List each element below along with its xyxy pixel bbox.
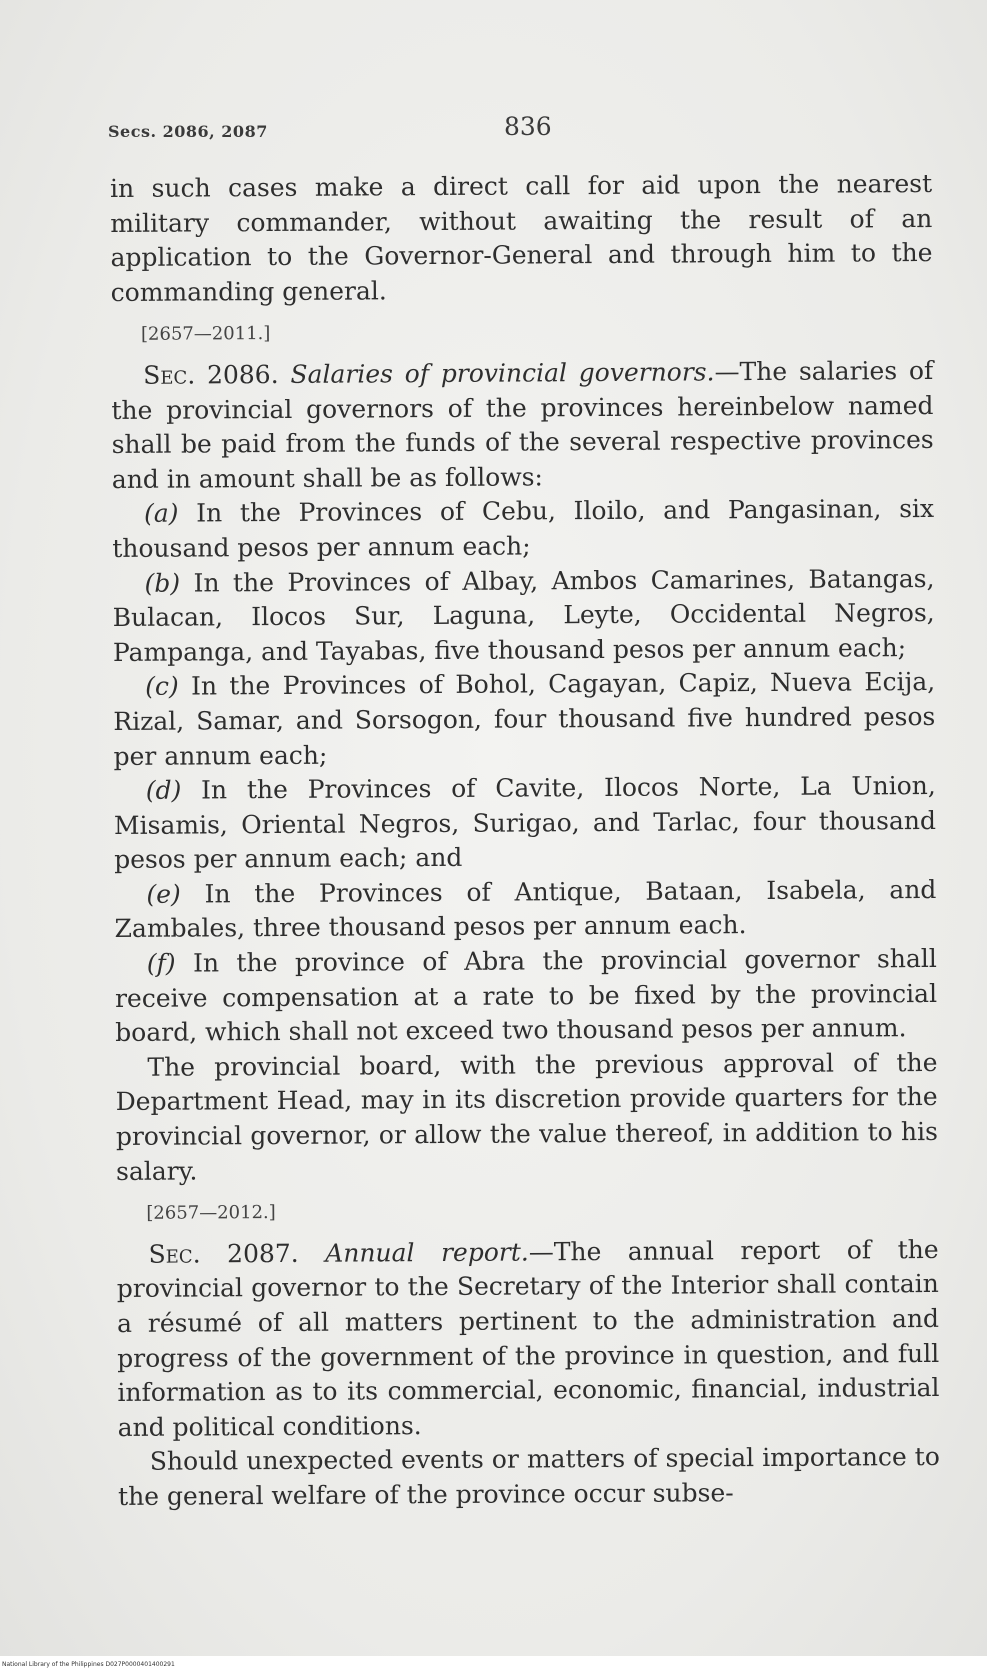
item-marker: (e) — [146, 879, 181, 909]
item-marker: (f) — [146, 948, 176, 978]
item-marker: (c) — [145, 671, 179, 702]
item-marker: (d) — [145, 775, 182, 805]
scan-footer — [0, 1656, 987, 1670]
item-text: In the Provinces of Cavite, Ilocos Norte, La Union, Misamis, Oriental Negros, Surigao, and Tarlac, four thousand pesos per annum each; and — [113, 771, 937, 875]
source-citation: [2657—2012.] — [146, 1202, 276, 1225]
list-item — [115, 942, 938, 1051]
item-text: In the Provinces of Antique, Bataan, Isabela, and Zambales, three thousand pesos per annum each. — [114, 874, 937, 944]
list-item — [114, 873, 936, 947]
section-label: Sec. 2087. — [148, 1238, 299, 1269]
scan-credit: National Library of the Philippines D027P0000401400291 — [2, 1661, 175, 1668]
section-2086 — [111, 354, 934, 497]
item-marker: (b) — [144, 568, 181, 598]
list-item — [112, 562, 935, 671]
section-text: —The salaries of the provincial governors of the provinces hereinbelow named shall be paid from the funds of the several respective provinces and in amount shall be as follows: — [111, 355, 934, 494]
quarters-paragraph: The provincial board, with the previous approval of the Department Head, may in its discretion provide quarters for the provincial governor, or allow the value thereof, in addition to his salary. — [115, 1047, 938, 1186]
continued-paragraph: in such cases make a direct call for aid upon the nearest military commander, without awaiting the result of an application to the Governor-General and through him to the commanding general. — [110, 168, 933, 307]
source-citation: [2657—2011.] — [140, 323, 271, 346]
section-caption: Salaries of provincial governors. — [290, 357, 715, 389]
item-text: In the Provinces of Bohol, Cagayan, Capiz, Nueva Ecija, Rizal, Samar, and Sorsogon, four thousand five hundred pesos per annum each; — [113, 667, 936, 771]
section-label: Sec. 2086. — [143, 359, 279, 390]
section-caption: Annual report. — [325, 1237, 529, 1268]
list-item — [112, 492, 934, 566]
item-text: In the Provinces of Cebu, Iloilo, and Pangasinan, six thousand pesos per annum each; — [112, 494, 935, 563]
item-marker: (a) — [143, 498, 179, 529]
running-head: Secs. 2086, 2087 — [108, 122, 268, 141]
final-paragraph: Should unexpected events or matters of special importance to the general welfare of the province occur subse- — [118, 1442, 940, 1511]
item-text: In the Provinces of Albay, Ambos Camarines, Batangas, Bulacan, Ilocos Sur, Laguna, Leyte, Occidental Negros, Pampanga, and Tayabas, five thousand pesos per annum each; — [112, 563, 935, 667]
page-header — [108, 112, 928, 152]
section-text: —The annual report of the provincial governor to the Secretary of the Interior shall contain a résumé of all matters pertinent to the administration and progress of the government of the province in question, and full information as to its commercial, economic, financial, industrial and political conditions. — [116, 1234, 940, 1442]
section-2087 — [117, 1233, 940, 1446]
item-text: In the province of Abra the provincial governor shall receive compensation at a rate to be fixed by the provincial board, which shall not exceed two thousand pesos per annum. — [114, 944, 938, 1048]
list-item — [114, 769, 937, 878]
page-body — [110, 167, 940, 1515]
list-item — [113, 665, 936, 774]
page-number: 836 — [504, 112, 552, 141]
